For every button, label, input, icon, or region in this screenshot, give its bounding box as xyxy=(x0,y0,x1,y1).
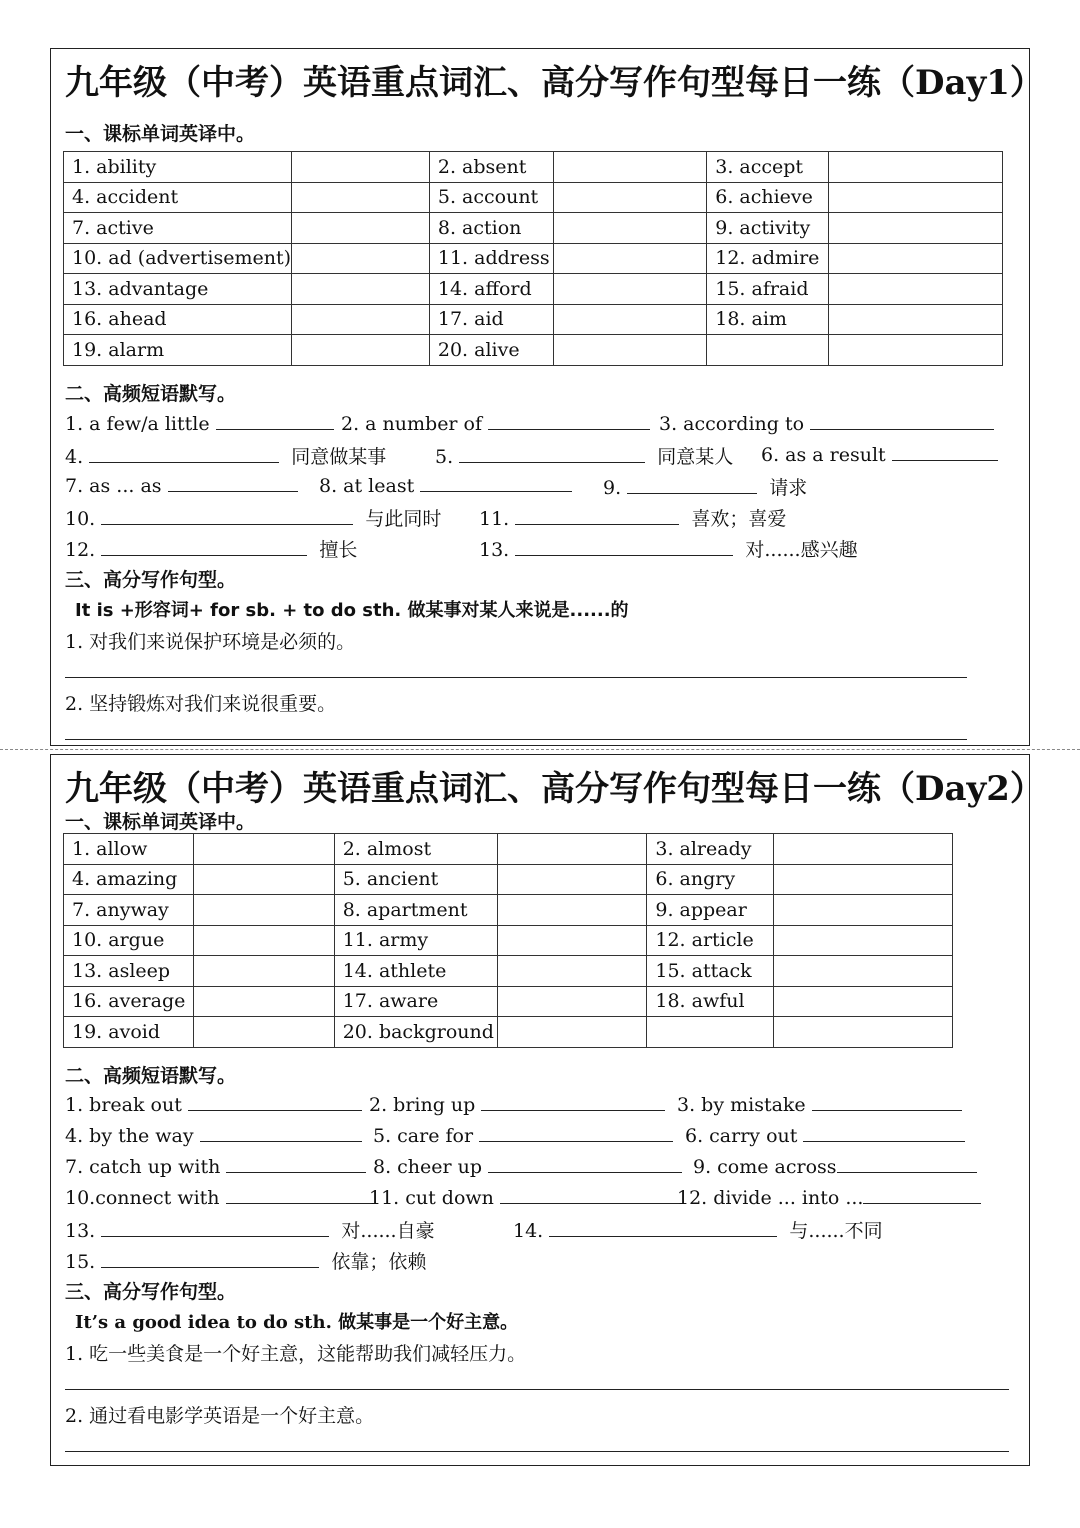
table-row xyxy=(64,986,953,1017)
answer-blank[interactable] xyxy=(101,1218,329,1237)
section-phrases-heading: 二、高频短语默写。 xyxy=(65,383,237,405)
sentence-pattern: It’s a good idea to do sth. 做某事是一个好主意。 xyxy=(75,1312,519,1333)
vocab-word xyxy=(707,335,829,366)
vocab-word: 16. average xyxy=(64,986,194,1017)
vocab-answer-cell[interactable] xyxy=(774,895,953,926)
vocab-answer-cell[interactable] xyxy=(774,834,953,865)
vocab-answer-cell[interactable] xyxy=(497,864,647,895)
vocab-word: 10. ad (advertisement) xyxy=(64,243,292,274)
vocab-answer-cell[interactable] xyxy=(497,1017,647,1048)
vocab-answer-cell[interactable] xyxy=(553,304,706,335)
vocab-answer-cell[interactable] xyxy=(497,986,647,1017)
answer-blank[interactable] xyxy=(515,537,733,556)
vocab-word: 8. apartment xyxy=(334,895,497,926)
vocab-answer-cell[interactable] xyxy=(829,152,1003,183)
vocab-word: 20. alive xyxy=(429,335,553,366)
vocab-word: 17. aid xyxy=(429,304,553,335)
vocab-word: 15. attack xyxy=(647,956,774,987)
sentence-prompt-2: 2. 通过看电影学英语是一个好主意。 xyxy=(65,1405,375,1427)
vocab-answer-cell[interactable] xyxy=(829,213,1003,244)
table-row xyxy=(64,1017,953,1048)
phrase-11: 11. cut down xyxy=(369,1185,684,1209)
answer-blank[interactable] xyxy=(101,506,353,525)
phrase-2: 2. a number of xyxy=(341,411,650,435)
table-row xyxy=(64,834,953,865)
sentence-prompt-1: 1. 吃一些美食是一个好主意，这能帮助我们减轻压力。 xyxy=(65,1343,527,1365)
vocab-word: 10. argue xyxy=(64,925,194,956)
table-row xyxy=(64,243,1003,274)
vocab-word: 6. angry xyxy=(647,864,774,895)
phrase-14: 14. 与......不同 xyxy=(513,1220,883,1242)
phrase-4: 4. 同意做某事 xyxy=(65,446,387,468)
vocab-word: 11. address xyxy=(429,243,553,274)
phrase-3: 3. according to xyxy=(659,411,994,435)
vocab-answer-cell[interactable] xyxy=(774,925,953,956)
vocab-answer-cell[interactable] xyxy=(193,986,334,1017)
vocabulary-table xyxy=(63,151,1003,366)
vocab-answer-cell[interactable] xyxy=(774,1017,953,1048)
sentence-pattern: It is +形容词+ for sb. + to do sth. 做某事对某人来说是......的 xyxy=(75,600,629,621)
phrase-5: 5. 同意某人 xyxy=(435,446,734,468)
vocab-word: 6. achieve xyxy=(707,182,829,213)
phrase-10: 10.connect with xyxy=(65,1185,376,1209)
answer-line-2[interactable] xyxy=(65,739,967,740)
table-row xyxy=(64,274,1003,305)
vocab-answer-cell[interactable] xyxy=(292,274,430,305)
vocab-word: 3. already xyxy=(647,834,774,865)
vocab-word: 2. almost xyxy=(334,834,497,865)
answer-blank[interactable] xyxy=(200,1123,362,1142)
answer-blank[interactable] xyxy=(479,1123,673,1142)
phrase-1: 1. a few/a little xyxy=(65,411,334,435)
vocabulary-table-body xyxy=(64,152,1003,366)
answer-line-2[interactable] xyxy=(65,1451,1009,1452)
vocabulary-table-body xyxy=(64,834,953,1048)
answer-blank[interactable] xyxy=(549,1218,777,1237)
answer-line-1[interactable] xyxy=(65,677,967,678)
vocab-word: 4. accident xyxy=(64,182,292,213)
answer-blank[interactable] xyxy=(892,442,998,461)
vocab-answer-cell[interactable] xyxy=(292,152,430,183)
vocab-word: 14. athlete xyxy=(334,956,497,987)
phrase-12: 12. divide ... into ... xyxy=(677,1185,981,1209)
vocab-word: 2. absent xyxy=(429,152,553,183)
vocab-answer-cell[interactable] xyxy=(497,925,647,956)
phrase-13: 13. 对......自豪 xyxy=(65,1220,435,1242)
vocab-word: 14. afford xyxy=(429,274,553,305)
vocab-word: 7. anyway xyxy=(64,895,194,926)
vocab-word: 18. awful xyxy=(647,986,774,1017)
vocab-word: 12. article xyxy=(647,925,774,956)
vocab-answer-cell[interactable] xyxy=(193,864,334,895)
page-title: 九年级（中考）英语重点词汇、高分写作句型每日一练（Day2） xyxy=(65,769,1044,809)
answer-blank[interactable] xyxy=(500,1185,684,1204)
vocab-word: 13. asleep xyxy=(64,956,194,987)
vocab-word: 16. ahead xyxy=(64,304,292,335)
answer-blank[interactable] xyxy=(188,1092,362,1111)
vocab-word: 3. accept xyxy=(707,152,829,183)
sentence-prompt-2: 2. 坚持锻炼对我们来说很重要。 xyxy=(65,693,337,715)
vocab-answer-cell[interactable] xyxy=(829,304,1003,335)
vocab-word: 19. avoid xyxy=(64,1017,194,1048)
vocab-answer-cell[interactable] xyxy=(193,1017,334,1048)
vocab-answer-cell[interactable] xyxy=(292,304,430,335)
vocab-word: 4. amazing xyxy=(64,864,194,895)
answer-blank[interactable] xyxy=(101,1249,319,1268)
vocab-word: 8. action xyxy=(429,213,553,244)
vocab-answer-cell[interactable] xyxy=(553,335,706,366)
vocab-word: 11. army xyxy=(334,925,497,956)
vocab-answer-cell[interactable] xyxy=(774,986,953,1017)
vocab-word: 7. active xyxy=(64,213,292,244)
phrase-11: 11. 喜欢；喜爱 xyxy=(479,508,787,530)
phrase-8: 8. at least xyxy=(319,473,572,497)
vocab-answer-cell[interactable] xyxy=(497,834,647,865)
vocab-answer-cell[interactable] xyxy=(292,213,430,244)
phrase-10: 10. 与此同时 xyxy=(65,508,442,530)
phrase-2: 2. bring up xyxy=(369,1092,665,1116)
answer-blank[interactable] xyxy=(481,1092,665,1111)
phrase-7: 7. catch up with xyxy=(65,1154,366,1178)
vocab-word: 9. appear xyxy=(647,895,774,926)
section-vocabulary-heading: 一、课标单词英译中。 xyxy=(65,123,256,145)
answer-blank[interactable] xyxy=(420,473,572,492)
vocab-word: 17. aware xyxy=(334,986,497,1017)
table-row xyxy=(64,956,953,987)
table-row xyxy=(64,864,953,895)
vocab-answer-cell[interactable] xyxy=(829,335,1003,366)
vocab-answer-cell[interactable] xyxy=(553,152,706,183)
vocab-answer-cell[interactable] xyxy=(193,925,334,956)
phrase-6: 6. as a result xyxy=(761,442,998,466)
vocab-word: 5. account xyxy=(429,182,553,213)
phrase-4: 4. by the way xyxy=(65,1123,362,1147)
section-phrases-heading: 二、高频短语默写。 xyxy=(65,1065,237,1087)
vocab-answer-cell[interactable] xyxy=(553,213,706,244)
table-row xyxy=(64,335,1003,366)
answer-blank[interactable] xyxy=(226,1154,366,1173)
answer-blank[interactable] xyxy=(810,411,994,430)
table-row xyxy=(64,213,1003,244)
vocab-word: 12. admire xyxy=(707,243,829,274)
answer-blank[interactable] xyxy=(226,1185,376,1204)
vocab-word: 1. ability xyxy=(64,152,292,183)
phrase-1: 1. break out xyxy=(65,1092,362,1116)
answer-blank[interactable] xyxy=(863,1185,981,1204)
answer-blank[interactable] xyxy=(803,1123,965,1142)
phrase-6: 6. carry out xyxy=(685,1123,965,1147)
worksheet-day2 xyxy=(50,754,1044,1466)
answer-line-1[interactable] xyxy=(65,1389,1009,1390)
vocab-answer-cell[interactable] xyxy=(497,956,647,987)
vocab-word: 9. activity xyxy=(707,213,829,244)
vocab-answer-cell[interactable] xyxy=(553,243,706,274)
answer-blank[interactable] xyxy=(488,1154,682,1173)
vocab-answer-cell[interactable] xyxy=(774,956,953,987)
vocab-word: 15. afraid xyxy=(707,274,829,305)
vocab-answer-cell[interactable] xyxy=(193,895,334,926)
vocab-answer-cell[interactable] xyxy=(292,335,430,366)
vocab-answer-cell[interactable] xyxy=(829,182,1003,213)
phrase-13: 13. 对......感兴趣 xyxy=(479,539,858,561)
vocab-word: 19. alarm xyxy=(64,335,292,366)
vocab-answer-cell[interactable] xyxy=(292,243,430,274)
phrase-15: 15. 依靠；依赖 xyxy=(65,1251,427,1273)
answer-blank[interactable] xyxy=(168,473,298,492)
vocab-word: 18. aim xyxy=(707,304,829,335)
phrase-12: 12. 擅长 xyxy=(65,539,358,561)
vocab-word: 20. background xyxy=(334,1017,497,1048)
vocab-answer-cell[interactable] xyxy=(193,956,334,987)
section-writing-heading: 三、高分写作句型。 xyxy=(65,569,237,591)
vocab-answer-cell[interactable] xyxy=(193,834,334,865)
vocab-answer-cell[interactable] xyxy=(829,274,1003,305)
vocabulary-table xyxy=(63,833,953,1048)
vocab-answer-cell[interactable] xyxy=(497,895,647,926)
answer-blank[interactable] xyxy=(488,411,650,430)
vocab-word: 1. allow xyxy=(64,834,194,865)
table-row xyxy=(64,925,953,956)
table-row xyxy=(64,304,1003,335)
phrase-7: 7. as ... as xyxy=(65,473,298,497)
page-divider xyxy=(0,749,1080,750)
answer-blank[interactable] xyxy=(515,506,679,525)
vocab-word: 13. advantage xyxy=(64,274,292,305)
section-writing-heading: 三、高分写作句型。 xyxy=(65,1281,237,1303)
vocab-word: 5. ancient xyxy=(334,864,497,895)
answer-blank[interactable] xyxy=(216,411,334,430)
vocab-answer-cell[interactable] xyxy=(774,864,953,895)
table-row xyxy=(64,182,1003,213)
answer-blank[interactable] xyxy=(459,444,645,463)
worksheet-day1 xyxy=(50,48,1044,746)
vocab-word xyxy=(647,1017,774,1048)
answer-blank[interactable] xyxy=(89,444,279,463)
section-vocabulary-heading: 一、课标单词英译中。 xyxy=(65,811,256,833)
vocab-answer-cell[interactable] xyxy=(829,243,1003,274)
vocab-answer-cell[interactable] xyxy=(292,182,430,213)
vocab-answer-cell[interactable] xyxy=(553,274,706,305)
phrase-9: 9. 请求 xyxy=(603,477,808,499)
answer-blank[interactable] xyxy=(812,1092,962,1111)
phrase-5: 5. care for xyxy=(373,1123,673,1147)
table-row xyxy=(64,895,953,926)
table-row xyxy=(64,152,1003,183)
phrase-8: 8. cheer up xyxy=(373,1154,682,1178)
page-title: 九年级（中考）英语重点词汇、高分写作句型每日一练（Day1） xyxy=(65,63,1044,103)
answer-blank[interactable] xyxy=(837,1154,977,1173)
phrase-3: 3. by mistake xyxy=(677,1092,962,1116)
answer-blank[interactable] xyxy=(101,537,307,556)
phrase-9: 9. come across xyxy=(693,1154,977,1178)
sentence-prompt-1: 1. 对我们来说保护环境是必须的。 xyxy=(65,631,356,653)
answer-blank[interactable] xyxy=(627,475,757,494)
vocab-answer-cell[interactable] xyxy=(553,182,706,213)
